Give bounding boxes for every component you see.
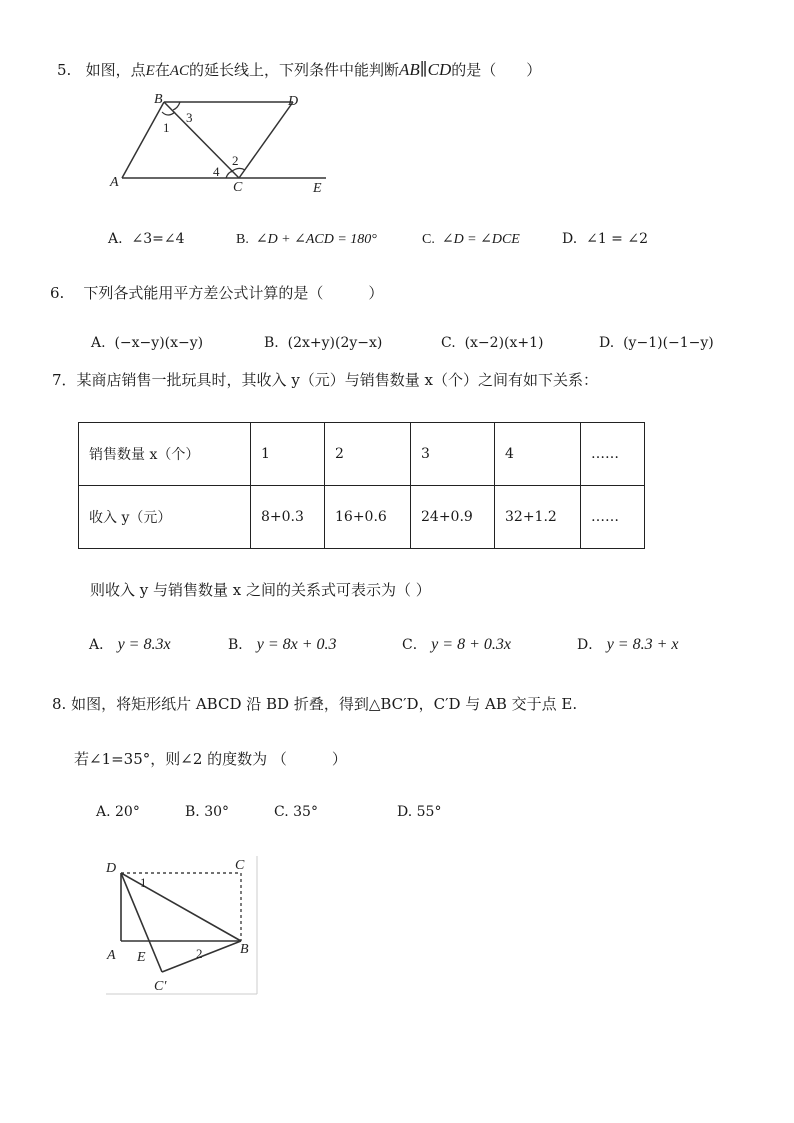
q8-option-b[interactable]: B. 30°: [185, 804, 230, 820]
table-cell: 16+0.6: [325, 486, 411, 549]
q6-text: 下列各式能用平方差公式计算的是（ ）: [83, 284, 384, 302]
table-cell: 2: [325, 423, 411, 486]
table-cell: 收入 y（元）: [79, 486, 251, 549]
q8-label-1: 1: [140, 875, 147, 890]
q5-line-ab: [122, 102, 164, 178]
q5-label-e: E: [313, 181, 322, 196]
q7-stem: 7．某商店销售一批玩具时，其收入 y（元）与销售数量 x（个）之间有如下关系：: [52, 371, 599, 389]
q5-label-3: 3: [186, 110, 193, 125]
q5-option-d[interactable]: D. ∠1 = ∠2: [562, 231, 648, 247]
q5-figure: [100, 88, 340, 200]
q5-angle-arc-4: [226, 171, 233, 178]
q5-point-e: E: [145, 63, 155, 79]
table-cell: 销售数量 x（个）: [79, 423, 251, 486]
q8-label-d: D: [106, 861, 117, 876]
table-cell: 3: [411, 423, 495, 486]
q7-table: [78, 422, 645, 549]
q5-line-bc: [164, 102, 239, 178]
q5-label-1: 1: [163, 120, 170, 135]
q6-option-a[interactable]: A. (−x−y)(x−y): [91, 335, 204, 351]
table-row: [79, 486, 645, 549]
q8-option-c[interactable]: C. 35°: [274, 804, 318, 820]
table-cell: 32+1.2: [495, 486, 581, 549]
table-cell: ……: [581, 423, 645, 486]
q7-prompt: 则收入 y 与销售数量 x 之间的关系式可表示为（ ）: [90, 581, 431, 599]
q5-option-a[interactable]: A. ∠3=∠4: [108, 231, 185, 247]
q5-label-d: D: [288, 94, 299, 109]
q8-condition: 若∠1=35°，则∠2 的度数为 （ ）: [74, 750, 347, 768]
table-cell: 4: [495, 423, 581, 486]
q7-option-c[interactable]: C． y = 8 + 0.3x: [402, 636, 511, 653]
q8-option-a[interactable]: A. 20°: [96, 804, 140, 820]
q5-option-b[interactable]: B. ∠D + ∠ACD = 180°: [236, 232, 377, 247]
table-cell: 8+0.3: [251, 486, 325, 549]
q6-option-d[interactable]: D. (y−1)(−1−y): [599, 335, 714, 351]
q5-segment-ac: AC: [169, 63, 189, 79]
q5-label-4: 4: [213, 164, 220, 179]
q5-text-b: 在: [154, 61, 170, 79]
q5-option-c[interactable]: C. ∠D = ∠DCE: [422, 232, 520, 247]
table-cell: ……: [581, 486, 645, 549]
q8-option-d[interactable]: D. 55°: [397, 804, 442, 820]
q8-stem: 8. 如图，将矩形纸片 ABCD 沿 BD 折叠，得到△BC′D，C′D 与 AB 交于点 E.: [52, 695, 578, 713]
q7-option-b[interactable]: B． y = 8x + 0.3: [228, 636, 337, 653]
q8-label-b: B: [240, 942, 249, 957]
table-cell: 24+0.9: [411, 486, 495, 549]
q6-number: 6.: [50, 284, 65, 302]
q8-line-db: [121, 873, 241, 941]
table-row: [79, 423, 645, 486]
q5-angle-arc-3: [173, 102, 180, 110]
q6-option-b[interactable]: B. (2x+y)(2y−x): [264, 335, 383, 351]
q5-label-a: A: [110, 175, 119, 190]
q7-option-d[interactable]: D． y = 8.3 + x: [577, 636, 679, 653]
q5-label-2: 2: [232, 153, 239, 168]
q8-label-2: 2: [196, 946, 203, 961]
q5-angle-arc-1: [162, 112, 175, 115]
q8-label-a: A: [107, 948, 116, 963]
q8-label-c: C: [235, 858, 245, 873]
q5-label-c: C: [233, 180, 243, 195]
q8-label-cprime: C′: [154, 979, 167, 994]
q7-option-a[interactable]: A． y = 8.3x: [89, 636, 171, 653]
q8-label-e: E: [137, 950, 146, 965]
q8-figure: [100, 850, 264, 1000]
table-cell: 1: [251, 423, 325, 486]
q5-text-a: 如图，点: [85, 61, 146, 79]
q5-relation: AB∥CD: [399, 60, 452, 79]
q5-number: 5.: [57, 61, 72, 79]
q5-text-c: 的延长线上，下列条件中能判断: [189, 61, 400, 79]
q6-stem: [50, 282, 383, 303]
q5-stem: [57, 59, 541, 80]
q5-line-dc: [239, 102, 293, 178]
q6-option-c[interactable]: C. (x−2)(x+1): [441, 335, 544, 351]
q5-label-b: B: [154, 92, 163, 107]
q5-text-d: 的是（ ）: [451, 61, 542, 79]
